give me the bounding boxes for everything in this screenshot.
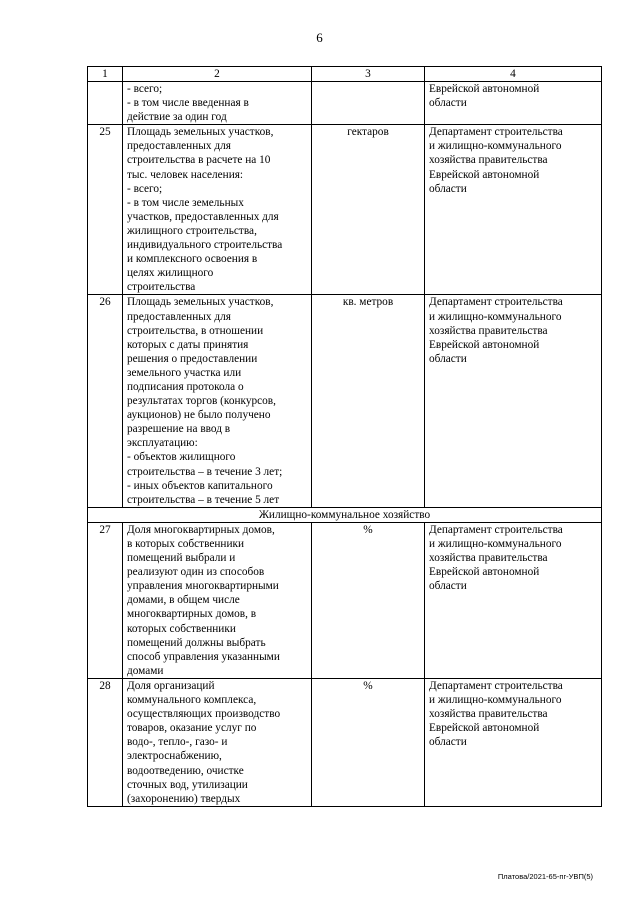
header-cell-2: 2 xyxy=(123,67,312,82)
desc-line: Доля организаций xyxy=(127,679,215,692)
desc-line: многоквартирных домов, в xyxy=(127,608,257,621)
section-title: Жилищно-коммунальное хозяйство xyxy=(88,507,602,522)
page-number: 6 xyxy=(316,30,323,45)
indicator-description xyxy=(123,125,312,295)
desc-line: которых собственники xyxy=(127,622,236,635)
resp-line: хозяйства правительства xyxy=(429,154,548,167)
resp-line: Еврейской автономной xyxy=(429,722,540,735)
desc-line: коммунального комплекса, xyxy=(127,694,257,707)
desc-line: - всего; xyxy=(127,182,163,195)
document-code: Платова/2021-65-пг-УВП(5) xyxy=(497,872,593,881)
desc-line: результатах торгов (конкурсов, xyxy=(127,395,276,408)
section-row xyxy=(88,507,602,522)
resp-line: Еврейской автономной xyxy=(429,168,540,181)
desc-line: водоотведению, очистке xyxy=(127,764,244,777)
desc-line: водо-, тепло-, газо- и xyxy=(127,736,228,749)
resp-line: области xyxy=(429,736,467,749)
resp-line: и жилищно-коммунального xyxy=(429,538,562,550)
desc-line: участков, предоставленных для xyxy=(127,210,279,223)
responsible-body xyxy=(425,522,602,678)
resp-line: Департамент строительства xyxy=(429,679,563,692)
header-cell-4: 4 xyxy=(425,67,602,82)
desc-line: предоставленных для xyxy=(127,140,231,153)
desc-line: - иных объектов капитального xyxy=(127,479,273,492)
resp-line: области xyxy=(429,97,467,110)
row-number: 25 xyxy=(88,125,123,295)
desc-line: помещений должны выбрать xyxy=(127,636,266,649)
desc-line: подписания протокола о xyxy=(127,380,244,393)
responsible-body xyxy=(425,125,602,295)
resp-line: области xyxy=(429,352,467,365)
responsible-body xyxy=(425,295,602,507)
table-row xyxy=(88,295,602,507)
header-cell-3: 3 xyxy=(312,67,425,82)
resp-line: и жилищно-коммунального xyxy=(429,310,562,323)
desc-line: индивидуального строительства xyxy=(127,239,283,252)
resp-line: Департамент строительства xyxy=(429,523,563,536)
desc-line: - в том числе введенная в xyxy=(127,97,249,110)
table-row xyxy=(88,678,602,806)
table-row xyxy=(88,82,602,125)
unit-of-measure: кв. метров xyxy=(312,295,425,507)
desc-line: строительства в расчете на 10 xyxy=(127,154,271,167)
row-number: 26 xyxy=(88,295,123,507)
resp-line: Еврейской автономной xyxy=(429,566,540,579)
desc-line: аукционов) не было получено xyxy=(127,409,271,422)
desc-line: домами xyxy=(127,664,164,677)
desc-line: - объектов жилищного xyxy=(127,451,236,464)
desc-line: предоставленных для xyxy=(127,310,231,323)
desc-line: строительства – в течение 5 лет xyxy=(127,493,280,506)
desc-line: Площадь земельных участков, xyxy=(127,296,274,309)
desc-line: домами, в общем числе xyxy=(127,594,240,607)
indicator-description xyxy=(123,295,312,507)
table-row xyxy=(88,125,602,295)
resp-line: хозяйства правительства xyxy=(429,708,548,721)
desc-line: помещений выбрали и xyxy=(127,552,236,565)
unit-of-measure: % xyxy=(312,678,425,806)
desc-line: способ управления указанными xyxy=(127,650,280,663)
table-body xyxy=(88,67,602,807)
unit-of-measure: гектаров xyxy=(312,125,425,295)
resp-line: Еврейской автономной xyxy=(429,83,540,95)
desc-line: жилищного строительства, xyxy=(127,224,257,237)
resp-line: и жилищно-коммунального xyxy=(429,140,562,153)
responsible-body xyxy=(425,82,602,125)
desc-line: и комплексного освоения в xyxy=(127,253,258,266)
header-cell-1: 1 xyxy=(88,67,123,82)
resp-line: и жилищно-коммунального xyxy=(429,694,562,707)
row-number xyxy=(88,82,123,125)
desc-line: электроснабжению, xyxy=(127,750,222,763)
table-row xyxy=(88,522,602,678)
unit-of-measure: % xyxy=(312,522,425,678)
desc-line: - всего; xyxy=(127,83,163,95)
desc-line: эксплуатацию: xyxy=(127,437,198,450)
desc-line: реализуют один из способов xyxy=(127,566,265,579)
desc-line: целях жилищного xyxy=(127,267,214,280)
resp-line: хозяйства правительства xyxy=(429,552,548,565)
desc-line: земельного участка или xyxy=(127,366,242,379)
desc-line: решения о предоставлении xyxy=(127,352,258,365)
indicator-description xyxy=(123,82,312,125)
desc-line: строительства – в течение 3 лет; xyxy=(127,465,283,478)
desc-line: строительства, в отношении xyxy=(127,324,264,337)
indicators-table xyxy=(87,66,602,807)
desc-line: тыс. человек населения: xyxy=(127,168,244,181)
desc-line: осуществляющих производство xyxy=(127,708,281,721)
row-number: 27 xyxy=(88,522,123,678)
indicator-description xyxy=(123,678,312,806)
desc-line: управления многоквартирными xyxy=(127,580,279,593)
desc-line: Площадь земельных участков, xyxy=(127,126,274,139)
desc-line: в которых собственники xyxy=(127,538,245,550)
desc-line: действие за один год xyxy=(127,111,227,124)
resp-line: Еврейской автономной xyxy=(429,338,540,351)
desc-line: которых с даты принятия xyxy=(127,338,249,351)
resp-line: хозяйства правительства xyxy=(429,324,548,337)
desc-line: товаров, оказание услуг по xyxy=(127,722,257,735)
responsible-body xyxy=(425,678,602,806)
unit-of-measure xyxy=(312,82,425,125)
desc-line: Доля многоквартирных домов, xyxy=(127,523,275,536)
resp-line: Департамент строительства xyxy=(429,126,563,139)
resp-line: области xyxy=(429,580,467,593)
indicator-description xyxy=(123,522,312,678)
resp-line: Департамент строительства xyxy=(429,296,563,309)
desc-line: (захоронению) твердых xyxy=(127,792,241,805)
table-header-row xyxy=(88,67,602,82)
desc-line: строительства xyxy=(127,281,196,294)
desc-line: сточных вод, утилизации xyxy=(127,778,248,791)
resp-line: области xyxy=(429,182,467,195)
row-number: 28 xyxy=(88,678,123,806)
desc-line: разрешение на ввод в xyxy=(127,423,231,436)
desc-line: - в том числе земельных xyxy=(127,196,244,209)
